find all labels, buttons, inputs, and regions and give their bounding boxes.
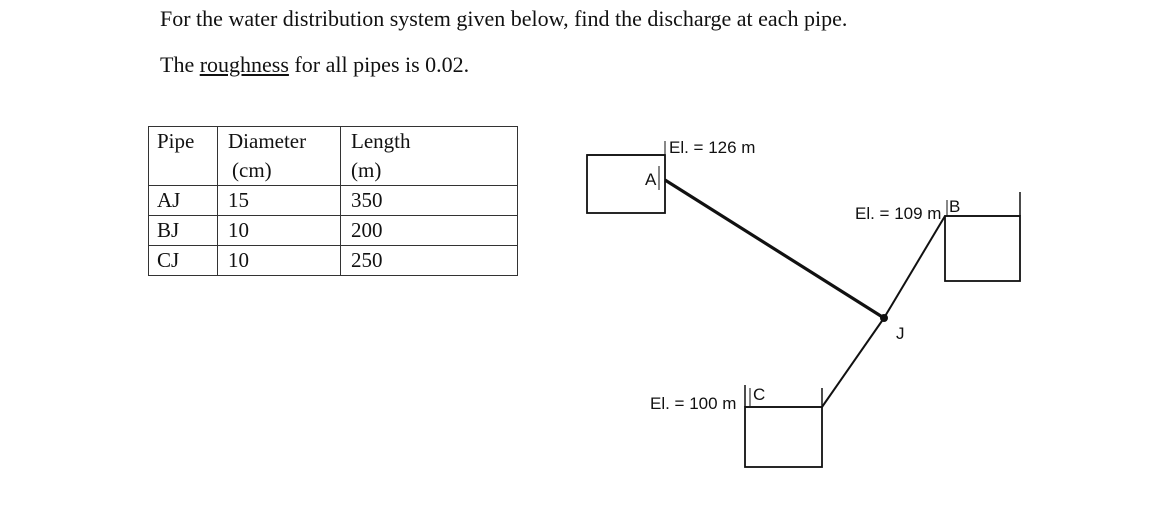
reservoir-b-elevation: El. = 109 m	[855, 204, 942, 223]
reservoir-a-label: A	[645, 170, 657, 189]
roughness-term: roughness	[199, 52, 289, 77]
pipe-aj	[665, 180, 884, 318]
cell-pipe: BJ	[149, 216, 218, 246]
header-pipe: Pipe	[149, 127, 218, 186]
header-length-label: Length	[351, 129, 411, 153]
cell-diameter: 10	[218, 216, 341, 246]
cell-diameter: 15	[218, 186, 341, 216]
cell-diameter: 10	[218, 246, 341, 276]
pipe-cj	[822, 318, 884, 407]
line2-prefix: The	[160, 52, 200, 77]
junction-node	[880, 314, 888, 322]
problem-statement-line-1: For the water distribution system given below, find the discharge at each pipe.	[160, 6, 848, 31]
cell-pipe: AJ	[149, 186, 218, 216]
pipe-bj	[884, 216, 945, 318]
reservoir-c-elevation: El. = 100 m	[650, 394, 737, 413]
line2-suffix: for all pipes is 0.02.	[288, 52, 470, 77]
reservoir-b-label: B	[949, 197, 961, 216]
header-diameter-unit: (cm)	[232, 158, 272, 182]
cell-length: 350	[341, 186, 518, 216]
header-length-unit: (m)	[351, 158, 382, 182]
reservoir-c-label: C	[753, 385, 766, 404]
junction-label: J	[896, 324, 905, 343]
reservoir-a-elevation: El. = 126 m	[669, 138, 756, 157]
header-diameter-label: Diameter	[228, 129, 307, 153]
cell-length: 200	[341, 216, 518, 246]
cell-pipe: CJ	[149, 246, 218, 276]
cell-length: 250	[341, 246, 518, 276]
